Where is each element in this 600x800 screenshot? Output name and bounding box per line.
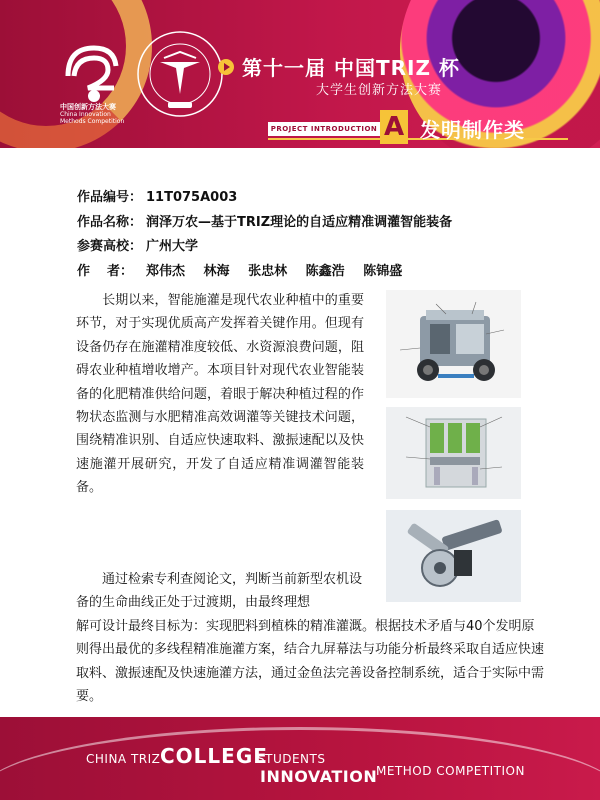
device-render-image-2 bbox=[386, 407, 521, 499]
triz-seal-logo-icon bbox=[134, 28, 226, 120]
info-row-name bbox=[77, 211, 577, 236]
info-row-authors bbox=[77, 260, 577, 285]
name-value: 润泽万农—基于TRIZ理论的自适应精准调灌智能装备 bbox=[146, 214, 453, 230]
paragraph-1-text: 长期以来，智能施灌是现代农业种植中的重要环节，对于实现优质高产发挥着关键作用。但现有设备仍存在施灌精准度较低、水资源浪费问题，阻碍农业种植增收增产。本项目针对现代农业智能装备的化肥精准供给问题，着眼于解决种植过程的作物状态监测与水肥精准高效调灌等关键技术问题，围绕精准识别、自适应快速取料、激振速配以及快速施灌开展研究，开发了自适应精准调灌智能装备。 bbox=[76, 293, 364, 496]
id-value: 11T075A003 bbox=[146, 190, 238, 205]
author-name: 陈锦盛 bbox=[363, 263, 403, 279]
project-introduction-label: PROJECT INTRODUCTION bbox=[268, 122, 380, 136]
category-letter-badge: A bbox=[380, 110, 408, 144]
competition-title: 第十一届 中国TRIZ 杯 bbox=[242, 56, 460, 80]
play-bullet-icon bbox=[218, 59, 234, 75]
cimc-logo-caption bbox=[60, 104, 140, 125]
info-row-school bbox=[77, 235, 577, 260]
school-value: 广州大学 bbox=[146, 239, 199, 254]
paragraph-2-first-lines bbox=[76, 568, 374, 615]
project-info bbox=[77, 186, 577, 284]
device-render-image-3 bbox=[386, 510, 521, 602]
cimc-logo-en-2: Methods Competition bbox=[60, 118, 125, 125]
competition-subtitle: 大学生创新方法大赛 bbox=[316, 83, 443, 98]
competition-title-row bbox=[218, 52, 460, 81]
info-row-id bbox=[77, 186, 577, 211]
description-paragraph-1 bbox=[76, 289, 364, 500]
author-name: 郑伟杰 bbox=[146, 263, 186, 279]
category-title: 发明制作类 bbox=[420, 118, 525, 142]
id-label: 作品编号： bbox=[77, 190, 143, 205]
footer-method-competition: METHOD COMPETITION bbox=[376, 764, 525, 778]
cimc-logo-icon bbox=[58, 36, 130, 106]
author-name: 陈鑫浩 bbox=[305, 263, 345, 279]
authors-list bbox=[146, 260, 416, 285]
footer-students: STUDENTS bbox=[257, 752, 326, 766]
authors-label bbox=[77, 260, 133, 285]
cimc-logo-cn: 中国创新方法大赛 bbox=[60, 103, 116, 111]
footer-china-triz: CHINA TRIZ bbox=[86, 752, 161, 766]
authors-label-part2: 者： bbox=[106, 263, 133, 279]
footer-college: COLLEGE bbox=[160, 744, 268, 768]
name-label: 作品名称： bbox=[77, 214, 143, 230]
footer-innovation: INNOVATION bbox=[260, 767, 378, 786]
author-name: 张忠林 bbox=[248, 263, 288, 279]
paragraph-2-line1: 通过检索专利查阅论文，判断当前新型农机设备的生命曲线正处于过渡期，由最终理想 bbox=[76, 572, 363, 611]
school-label: 参赛高校： bbox=[77, 239, 143, 254]
author-name: 林海 bbox=[203, 263, 230, 279]
cimc-logo-en-1: China Innovation bbox=[60, 111, 111, 118]
paragraph-2-rest: 解可设计最终目标为：实现肥料到植株的精准灌溉。根据技术矛盾与40个发明原则得出最优的多线程精准施灌方案，结合九屏幕法与功能分析最终采取自适应快速取料、激振速配及快速施灌方法，通过金鱼法完善设备控制系统，适合于实际中需要。 bbox=[76, 618, 545, 705]
authors-label-part1: 作 bbox=[77, 263, 91, 279]
device-render-image-1 bbox=[386, 290, 521, 398]
